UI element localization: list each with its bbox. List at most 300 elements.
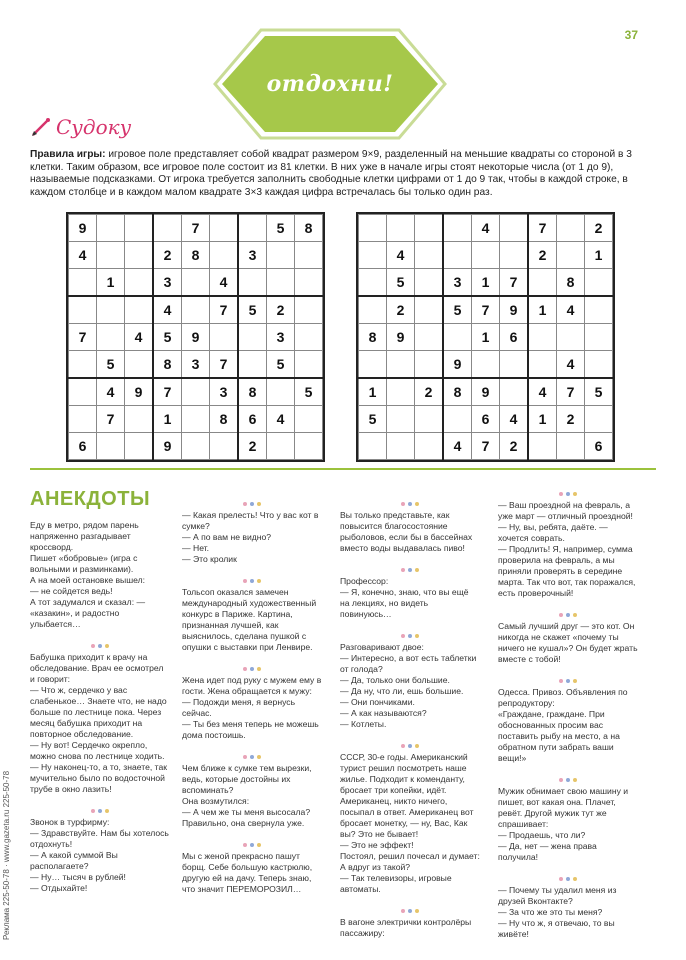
joke-line: Одесса. Привоз. Объявления по репродуктору:	[498, 687, 628, 708]
joke-line: — Да, нет — жена права получила!	[498, 841, 597, 862]
sudoku-grid-1	[66, 212, 325, 462]
sudoku-cell[interactable]: 4	[267, 406, 295, 433]
joke-line: — Здравствуйте. Нам бы хотелось отдохнуть!	[30, 828, 169, 849]
sudoku-cell[interactable]: 1	[472, 269, 500, 297]
sudoku-cell[interactable]	[557, 433, 585, 460]
sudoku-row	[359, 378, 613, 406]
sudoku-rules	[30, 149, 656, 199]
sudoku-cell[interactable]	[267, 378, 295, 406]
sudoku-cell[interactable]: 5	[267, 215, 295, 242]
sudoku-cell[interactable]	[415, 269, 444, 297]
dot-icon	[408, 744, 412, 748]
sudoku-cell[interactable]: 9	[387, 324, 415, 351]
sudoku-cell[interactable]	[472, 242, 500, 269]
sudoku-cell[interactable]	[500, 378, 529, 406]
sudoku-cell[interactable]	[528, 433, 557, 460]
sudoku-cell[interactable]	[415, 324, 444, 351]
sudoku-cell[interactable]: 9	[125, 378, 154, 406]
sudoku-cell[interactable]	[415, 242, 444, 269]
joke-line: Чем ближе к сумке тем вырезки, ведь, которые достойны их вспоминать?	[182, 763, 312, 795]
dot-icon	[408, 502, 412, 506]
joke-line: А тот задумался и сказал: — «казакин», и радостно улыбается…	[30, 597, 146, 629]
jokes-column-1	[30, 520, 170, 908]
sudoku-row	[359, 406, 613, 433]
dot-icon	[401, 744, 405, 748]
sudoku-cell[interactable]	[528, 351, 557, 379]
sudoku-cell[interactable]: 8	[359, 324, 387, 351]
sudoku-cell[interactable]	[585, 406, 613, 433]
sudoku-cell[interactable]	[295, 324, 323, 351]
joke-line: Профессор:	[340, 576, 389, 586]
sudoku-cell[interactable]	[238, 324, 267, 351]
sudoku-cell[interactable]	[69, 269, 97, 297]
sudoku-cell[interactable]: 2	[238, 433, 267, 460]
sudoku-row	[69, 215, 323, 242]
dot-icon	[566, 778, 570, 782]
sudoku-cell[interactable]	[182, 378, 210, 406]
sudoku-cell[interactable]: 7	[472, 296, 500, 324]
sudoku-cell[interactable]	[69, 351, 97, 379]
joke	[182, 502, 322, 565]
joke	[30, 644, 170, 795]
sudoku-row	[69, 351, 323, 379]
joke-line: — Какая прелесть! Что у вас кот в сумке?	[182, 510, 319, 531]
dot-icon	[250, 843, 254, 847]
sudoku-row	[69, 269, 323, 297]
sudoku-cell[interactable]	[528, 324, 557, 351]
sudoku-cell[interactable]	[295, 433, 323, 460]
dot-icon	[559, 877, 563, 881]
sudoku-cell[interactable]	[528, 269, 557, 297]
joke-line: Разговаривают двое:	[340, 642, 424, 652]
sudoku-cell[interactable]: 4	[443, 433, 472, 460]
dot-icon	[415, 744, 419, 748]
sudoku-cell[interactable]	[387, 215, 415, 242]
sudoku-cell[interactable]: 4	[210, 269, 239, 297]
joke-line: — Ты без меня теперь не можешь дома постоишь.	[182, 719, 319, 740]
sudoku-cell[interactable]: 2	[153, 242, 182, 269]
joke-line: — Продаешь, что ли?	[498, 830, 586, 840]
joke-line: Бабушка приходит к врачу на обследование. Врач ее осмотрел и говорит:	[30, 652, 164, 684]
joke-line: Вы только представьте, как повысится благосостояние рыболовов, если бы в бассейнах вместо воды выдавалась пиво!	[340, 510, 473, 553]
joke-separator-dots	[182, 502, 322, 506]
sudoku-cell[interactable]: 9	[182, 324, 210, 351]
sudoku-cell[interactable]	[500, 351, 529, 379]
sudoku-cell[interactable]	[359, 296, 387, 324]
joke-line: — Это не эффект!	[340, 840, 414, 850]
sudoku-cell[interactable]	[500, 215, 529, 242]
sudoku-cell[interactable]: 1	[472, 324, 500, 351]
sudoku-cell[interactable]	[295, 242, 323, 269]
sudoku-cell[interactable]	[295, 406, 323, 433]
joke-separator-dots	[498, 492, 638, 496]
sudoku-cell[interactable]	[238, 351, 267, 379]
sudoku-cell[interactable]	[295, 351, 323, 379]
joke-line: — А чем же ты меня высосала?	[182, 807, 311, 817]
joke-separator-dots	[340, 634, 480, 638]
joke-separator-dots	[182, 843, 322, 847]
joke	[498, 679, 638, 764]
sudoku-cell[interactable]: 4	[472, 215, 500, 242]
sudoku-cell[interactable]	[97, 433, 125, 460]
joke-separator-dots	[498, 679, 638, 683]
sudoku-row	[69, 324, 323, 351]
sudoku-cell[interactable]	[210, 324, 239, 351]
sudoku-cell[interactable]	[153, 215, 182, 242]
joke	[182, 843, 322, 895]
sudoku-cell[interactable]: 9	[153, 433, 182, 460]
joke	[340, 634, 480, 730]
sudoku-cell[interactable]: 1	[528, 296, 557, 324]
joke-line: — Отдыхайте!	[30, 883, 88, 893]
sudoku-cell[interactable]	[557, 215, 585, 242]
sudoku-cell[interactable]: 4	[125, 324, 154, 351]
joke-line: — Ваш проездной на февраль, а уже март — отличный проездной!	[498, 500, 633, 521]
sudoku-row	[359, 215, 613, 242]
sudoku-cell[interactable]: 3	[267, 324, 295, 351]
sudoku-cell[interactable]	[125, 242, 154, 269]
sudoku-cell[interactable]: 7	[557, 378, 585, 406]
dot-icon	[250, 755, 254, 759]
dot-icon	[573, 613, 577, 617]
dot-icon	[250, 579, 254, 583]
sudoku-cell[interactable]	[125, 215, 154, 242]
sudoku-row	[359, 351, 613, 379]
sudoku-row	[69, 433, 323, 460]
sudoku-cell[interactable]: 7	[210, 351, 239, 379]
joke-line: «Граждане, граждане. При обоснованных просим вас поставить рыбу на место, а на обратном пути забрать ваши вещи!»	[498, 709, 620, 763]
joke-separator-dots	[340, 568, 480, 572]
sudoku-cell[interactable]: 6	[238, 406, 267, 433]
sudoku-cell[interactable]: 3	[210, 378, 239, 406]
sudoku-cell[interactable]: 5	[238, 296, 267, 324]
dot-icon	[401, 909, 405, 913]
sudoku-cell[interactable]	[210, 215, 239, 242]
sudoku-cell[interactable]	[359, 269, 387, 297]
sudoku-cell[interactable]	[359, 433, 387, 460]
sudoku-cell[interactable]: 4	[97, 378, 125, 406]
joke	[182, 755, 322, 829]
sudoku-cell[interactable]: 2	[585, 215, 613, 242]
dot-icon	[566, 679, 570, 683]
dot-icon	[105, 644, 109, 648]
joke-line: — Подожди меня, я вернусь сейчас.	[182, 697, 296, 718]
page-number: 37	[624, 28, 638, 42]
sudoku-cell[interactable]: 3	[182, 351, 210, 379]
sudoku-cell[interactable]	[69, 378, 97, 406]
sudoku-cell[interactable]: 4	[557, 296, 585, 324]
joke	[30, 809, 170, 894]
sudoku-cell[interactable]: 1	[97, 269, 125, 297]
sudoku-cell[interactable]: 7	[69, 324, 97, 351]
dot-icon	[408, 634, 412, 638]
sudoku-cell[interactable]: 1	[359, 378, 387, 406]
joke-line: Пишет «бобровые» (игра с вольными и разминками).	[30, 553, 138, 574]
sudoku-cell[interactable]: 9	[500, 296, 529, 324]
sudoku-cell[interactable]: 5	[295, 378, 323, 406]
joke-line: — Интересно, а вот есть таблетки от голода?	[340, 653, 477, 674]
joke-line: — Ну вот! Сердечко окрепло, можно снова по лестнице ходить.	[30, 740, 165, 761]
sudoku-cell[interactable]: 6	[585, 433, 613, 460]
sudoku-cell[interactable]	[125, 433, 154, 460]
joke-line: — не сойдется ведь!	[30, 586, 113, 596]
joke-line: — Ну… тысяч в рублей!	[30, 872, 126, 882]
sudoku-cell[interactable]: 1	[153, 406, 182, 433]
jokes-column-4	[498, 492, 638, 954]
dot-icon	[243, 502, 247, 506]
joke-line: А на моей остановке вышел:	[30, 575, 146, 585]
joke-line: — Это кролик	[182, 554, 237, 564]
sudoku-cell[interactable]: 8	[557, 269, 585, 297]
sudoku-cell[interactable]: 5	[267, 351, 295, 379]
sudoku-cell[interactable]	[415, 406, 444, 433]
joke-line: — А какой суммой Вы располагаете?	[30, 850, 118, 871]
joke-line: — Нет.	[182, 543, 210, 553]
dot-icon	[566, 492, 570, 496]
sudoku-cell[interactable]: 4	[153, 296, 182, 324]
dot-icon	[573, 877, 577, 881]
dot-icon	[243, 755, 247, 759]
sudoku-cell[interactable]: 2	[528, 242, 557, 269]
sudoku-cell[interactable]	[585, 351, 613, 379]
dot-icon	[243, 579, 247, 583]
sudoku-cell[interactable]: 8	[238, 378, 267, 406]
sudoku-cell[interactable]	[359, 242, 387, 269]
sudoku-cell[interactable]: 5	[153, 324, 182, 351]
section-banner	[213, 28, 447, 140]
anekdoty-title: АНЕКДОТЫ	[30, 488, 151, 510]
joke-separator-dots	[30, 644, 170, 648]
jokes-column-3	[340, 502, 480, 953]
joke-line: Самый лучший друг — это кот. Он никогда не скажет «почему ты ничего не кушал»? Он будет жрать вместе с тобой!	[498, 621, 638, 664]
sudoku-cell[interactable]	[97, 296, 125, 324]
sudoku-cell[interactable]	[443, 242, 472, 269]
pencil-icon	[30, 116, 52, 138]
dot-icon	[257, 843, 261, 847]
sudoku-cell[interactable]	[182, 406, 210, 433]
sudoku-cell[interactable]	[443, 324, 472, 351]
sudoku-cell[interactable]: 8	[182, 242, 210, 269]
dot-icon	[98, 644, 102, 648]
sudoku-row	[69, 378, 323, 406]
dot-icon	[401, 634, 405, 638]
sudoku-cell[interactable]	[295, 296, 323, 324]
sudoku-cell[interactable]	[125, 351, 154, 379]
sudoku-cell[interactable]	[69, 406, 97, 433]
sudoku-cell[interactable]	[97, 215, 125, 242]
sudoku-cell[interactable]: 6	[500, 324, 529, 351]
sudoku-cell[interactable]	[415, 296, 444, 324]
dot-icon	[408, 909, 412, 913]
sudoku-cell[interactable]	[210, 242, 239, 269]
sudoku-cell[interactable]: 9	[472, 378, 500, 406]
dot-icon	[257, 755, 261, 759]
sudoku-cell[interactable]: 2	[500, 433, 529, 460]
joke-line: Тольсоп оказался замечен международный художественный конкурс в Париже. Картина, признанная лучшей, как выяснилось, сделана пушкой с опушки с выставки при Ленвире.	[182, 587, 317, 652]
sudoku-cell[interactable]	[557, 324, 585, 351]
joke-line: — Ну, вы, ребята, даёте. — хочется соврать.	[498, 522, 608, 543]
dot-icon	[408, 568, 412, 572]
rules-text: игровое поле представляет собой квадрат размером 9×9, разделенный на меньшие квадраты со стороной в 3 клетки. Таким образом, все игровое поле состоит из 81 клетки. В них уже в начале игры стоят некоторые числа (от 1 до 9), называемые подсказками. От игрока требуется заполнить свободные клетки цифрами от 1 до 9 так, чтобы в каждой строке, в каждом столбце и в каждом малом квадрате 3×3 каждая цифра встречалась бы только один раз.	[30, 149, 632, 198]
sudoku-row	[359, 433, 613, 460]
joke-line: — За что же это ты меня?	[498, 907, 603, 917]
sudoku-cell[interactable]	[97, 242, 125, 269]
sudoku-cell[interactable]: 2	[387, 296, 415, 324]
sudoku-cell[interactable]: 8	[210, 406, 239, 433]
joke-line: — А как называются?	[340, 708, 427, 718]
sudoku-cell[interactable]	[443, 406, 472, 433]
sudoku-cell[interactable]: 7	[500, 269, 529, 297]
dot-icon	[401, 502, 405, 506]
sudoku-cell[interactable]: 7	[528, 215, 557, 242]
side-margin-text: Реклама 225-50-78 · www.gazeta.ru 225-50-78	[2, 770, 11, 940]
dot-icon	[573, 679, 577, 683]
sudoku-cell[interactable]	[210, 433, 239, 460]
dot-icon	[573, 778, 577, 782]
joke-separator-dots	[340, 744, 480, 748]
sudoku-cell[interactable]	[125, 269, 154, 297]
joke	[182, 667, 322, 741]
joke-line: Мужик обнимает свою машину и пишет, вот какая она. Плачет, ревёт. Другой мужик тут же спрашивает:	[498, 786, 629, 829]
sudoku-cell[interactable]	[182, 296, 210, 324]
dot-icon	[257, 667, 261, 671]
sudoku-cell[interactable]	[238, 215, 267, 242]
joke-line: Она возмутился:	[182, 796, 250, 806]
sudoku-cell[interactable]	[415, 351, 444, 379]
sudoku-cell[interactable]: 3	[153, 269, 182, 297]
sudoku-cell[interactable]	[267, 242, 295, 269]
dot-icon	[415, 568, 419, 572]
sudoku-cell[interactable]: 2	[267, 296, 295, 324]
dot-icon	[415, 909, 419, 913]
sudoku-cell[interactable]	[238, 269, 267, 297]
sudoku-cell[interactable]	[387, 433, 415, 460]
dot-icon	[98, 809, 102, 813]
joke-line: — Котлеты.	[340, 719, 387, 729]
sudoku-cell[interactable]: 3	[443, 269, 472, 297]
sudoku-row	[359, 296, 613, 324]
section-divider	[30, 468, 656, 470]
joke	[498, 492, 638, 599]
dot-icon	[91, 809, 95, 813]
joke-separator-dots	[498, 613, 638, 617]
sudoku-cell[interactable]: 8	[153, 351, 182, 379]
joke-separator-dots	[182, 667, 322, 671]
joke-line: — Продлить! Я, например, сумма проверила на февраль, а мы приняли проверять в середине марта. Так что вот, так поражался, есть проверочный!	[498, 544, 636, 598]
sudoku-cell[interactable]	[267, 269, 295, 297]
sudoku-cell[interactable]: 8	[443, 378, 472, 406]
sudoku-cell[interactable]: 2	[557, 406, 585, 433]
joke-line: — Да, только они большие.	[340, 675, 450, 685]
sudoku-cell[interactable]: 1	[585, 242, 613, 269]
sudoku-row	[359, 269, 613, 297]
sudoku-cell[interactable]: 4	[387, 242, 415, 269]
joke-line: — Они пончиками.	[340, 697, 415, 707]
sudoku-cell[interactable]	[267, 433, 295, 460]
sudoku-cell[interactable]	[387, 351, 415, 379]
sudoku-cell[interactable]	[125, 296, 154, 324]
sudoku-cell[interactable]	[359, 351, 387, 379]
sudoku-cell[interactable]	[125, 406, 154, 433]
dot-icon	[105, 809, 109, 813]
sudoku-cell[interactable]: 6	[69, 433, 97, 460]
sudoku-cell[interactable]	[387, 406, 415, 433]
sudoku-cell[interactable]	[557, 242, 585, 269]
sudoku-cell[interactable]: 5	[585, 378, 613, 406]
sudoku-cell[interactable]	[500, 242, 529, 269]
sudoku-cell[interactable]: 7	[182, 215, 210, 242]
sudoku-cell[interactable]: 5	[387, 269, 415, 297]
joke-separator-dots	[498, 877, 638, 881]
sudoku-cell[interactable]	[97, 324, 125, 351]
sudoku-title: Судоку	[56, 115, 132, 139]
sudoku-cell[interactable]: 9	[443, 351, 472, 379]
joke-separator-dots	[340, 909, 480, 913]
sudoku-row	[359, 324, 613, 351]
sudoku-cell[interactable]: 5	[97, 351, 125, 379]
jokes-column-2	[182, 502, 322, 909]
sudoku-cell[interactable]: 7	[153, 378, 182, 406]
sudoku-cell[interactable]: 1	[528, 406, 557, 433]
dot-icon	[559, 613, 563, 617]
sudoku-cell[interactable]: 4	[528, 378, 557, 406]
dot-icon	[415, 502, 419, 506]
joke-separator-dots	[182, 579, 322, 583]
joke	[498, 778, 638, 863]
sudoku-cell[interactable]	[295, 269, 323, 297]
sudoku-cell[interactable]	[387, 378, 415, 406]
dot-icon	[559, 778, 563, 782]
sudoku-cell[interactable]: 9	[69, 215, 97, 242]
sudoku-cell[interactable]	[69, 296, 97, 324]
sudoku-cell[interactable]: 7	[210, 296, 239, 324]
sudoku-cell[interactable]: 5	[359, 406, 387, 433]
sudoku-cell[interactable]: 6	[472, 406, 500, 433]
joke-line: — Ну что ж, я отвечаю, то вы живёте!	[498, 918, 615, 939]
sudoku-cell[interactable]: 2	[415, 378, 444, 406]
sudoku-cell[interactable]	[359, 215, 387, 242]
dot-icon	[257, 502, 261, 506]
sudoku-cell[interactable]: 4	[500, 406, 529, 433]
joke-line: — Ну наконец-то, а то, знаете, так мучительно было по водосточной трубе в окно лазить!	[30, 762, 168, 794]
joke-separator-dots	[340, 502, 480, 506]
sudoku-cell[interactable]: 4	[557, 351, 585, 379]
dot-icon	[573, 492, 577, 496]
sudoku-cell[interactable]: 7	[97, 406, 125, 433]
dot-icon	[566, 613, 570, 617]
sudoku-cell[interactable]	[415, 433, 444, 460]
joke	[498, 877, 638, 940]
sudoku-cell[interactable]: 4	[69, 242, 97, 269]
sudoku-cell[interactable]	[585, 296, 613, 324]
sudoku-row	[69, 296, 323, 324]
dot-icon	[250, 667, 254, 671]
sudoku-cell[interactable]: 8	[295, 215, 323, 242]
sudoku-cell[interactable]: 5	[443, 296, 472, 324]
sudoku-row	[69, 406, 323, 433]
sudoku-cell[interactable]: 3	[238, 242, 267, 269]
sudoku-cell[interactable]	[585, 269, 613, 297]
sudoku-cell[interactable]	[415, 215, 444, 242]
joke-line: Правильно, она свернула уже.	[182, 818, 305, 828]
sudoku-cell[interactable]: 7	[472, 433, 500, 460]
sudoku-cell[interactable]	[472, 351, 500, 379]
sudoku-cell[interactable]	[182, 269, 210, 297]
sudoku-cell[interactable]	[585, 324, 613, 351]
joke	[182, 579, 322, 653]
sudoku-cell[interactable]	[443, 215, 472, 242]
sudoku-cell[interactable]	[182, 433, 210, 460]
